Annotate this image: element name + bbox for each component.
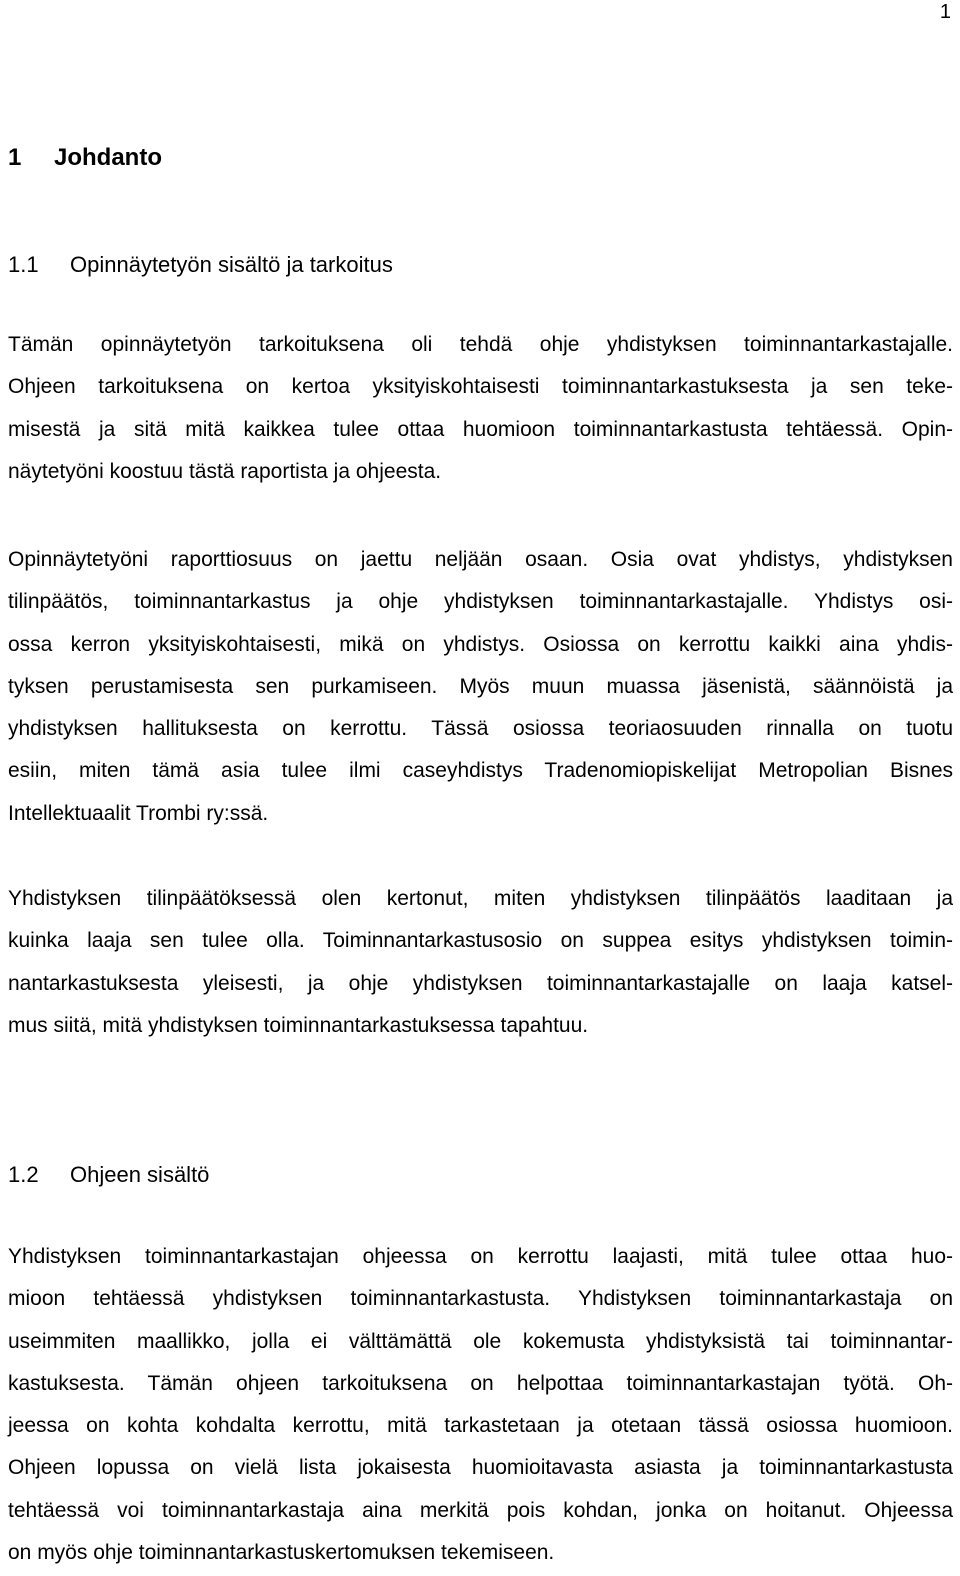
- section-number: 1.2: [8, 1162, 39, 1187]
- paragraph-line: on myös ohje toiminnantarkastuskertomuksen tekemiseen.: [8, 1541, 555, 1565]
- section-heading-1-1: [8, 250, 393, 280]
- paragraph-line: kastuksesta. Tämän ohjeen tarkoituksena on helpottaa toiminnantarkastajan työtä. Oh-: [8, 1371, 953, 1395]
- section-heading-1-2: [8, 1160, 209, 1190]
- paragraph-line: misestä ja sitä mitä kaikkea tulee ottaa huomioon toiminnantarkastusta tehtäessä. Opin-: [8, 417, 953, 441]
- chapter-number: 1: [8, 144, 22, 171]
- paragraph-line: esiin, miten tämä asia tulee ilmi caseyhdistys Tradenomiopiskelijat Metropolian Bisnes: [8, 759, 953, 783]
- paragraph-line: Yhdistyksen tilinpäätöksessä olen kertonut, miten yhdistyksen tilinpäätös laaditaan ja: [8, 887, 953, 910]
- paragraph-line: tilinpäätös, toiminnantarkastus ja ohje yhdistyksen toiminnantarkastajalle. Yhdistys osi-: [8, 590, 953, 614]
- paragraph-4: [8, 1236, 953, 1574]
- paragraph-line: jeessa on kohta kohdalta kerrottu, mitä tarkastetaan ja otetaan tässä osiossa huomioon.: [8, 1414, 953, 1438]
- paragraph-line: yhdistyksen hallituksesta on kerrottu. Tässä osiossa teoriaosuuden rinnalla on tuotu: [8, 717, 953, 741]
- paragraph-line: ossa kerron yksityiskohtaisesti, mikä on yhdistys. Osiossa on kerrottu kaikki aina yhdis-: [8, 632, 953, 656]
- paragraph-1: [8, 324, 953, 493]
- paragraph-line: Tämän opinnäytetyön tarkoituksena oli tehdä ohje yhdistyksen toiminnantarkastajalle.: [8, 333, 953, 356]
- paragraph-line: tehtäessä voi toiminnantarkastaja aina merkitä pois kohdan, jonka on hoitanut. Ohjeessa: [8, 1498, 953, 1522]
- paragraph-line: tyksen perustamisesta sen purkamiseen. Myös muun muassa jäsenistä, säännöistä ja: [8, 674, 953, 698]
- paragraph-line: useimmiten maallikko, jolla ei välttämättä ole kokemusta yhdistyksistä tai toiminnantar-: [8, 1329, 953, 1353]
- section-title: Ohjeen sisältö: [70, 1162, 210, 1187]
- chapter-title: Johdanto: [54, 144, 162, 171]
- page-number: 1: [939, 1, 951, 23]
- paragraph-line: mus siitä, mitä yhdistyksen toiminnantarkastuksessa tapahtuu.: [8, 1013, 589, 1037]
- paragraph-line: nantarkastuksesta yleisesti, ja ohje yhdistyksen toiminnantarkastajalle on laaja katsel-: [8, 971, 953, 995]
- paragraph-line: Yhdistyksen toiminnantarkastajan ohjeessa on kerrottu laajasti, mitä tulee ottaa huo-: [8, 1245, 953, 1268]
- paragraph-line: Intellektuaalit Trombi ry:ssä.: [8, 801, 269, 825]
- paragraph-line: näytetyöni koostuu tästä raportista ja ohjeesta.: [8, 459, 442, 483]
- chapter-heading: [8, 142, 162, 174]
- section-number: 1.1: [8, 252, 39, 277]
- paragraph-line: Ohjeen tarkoituksena on kertoa yksityiskohtaisesti toiminnantarkastuksesta ja sen teke-: [8, 375, 953, 399]
- paragraph-line: mioon tehtäessä yhdistyksen toiminnantarkastusta. Yhdistyksen toiminnantarkastaja on: [8, 1287, 953, 1311]
- section-title: Opinnäytetyön sisältö ja tarkoitus: [70, 252, 393, 277]
- paragraph-2: [8, 539, 953, 835]
- paragraph-3: [8, 878, 953, 1047]
- paragraph-line: Ohjeen lopussa on vielä lista jokaisesta huomioitavasta asiasta ja toiminnantarkastusta: [8, 1456, 953, 1480]
- paragraph-line: kuinka laaja sen tulee olla. Toiminnantarkastusosio on suppea esitys yhdistyksen toimin-: [8, 929, 953, 953]
- paragraph-line: Opinnäytetyöni raporttiosuus on jaettu neljään osaan. Osia ovat yhdistys, yhdistyksen: [8, 548, 953, 571]
